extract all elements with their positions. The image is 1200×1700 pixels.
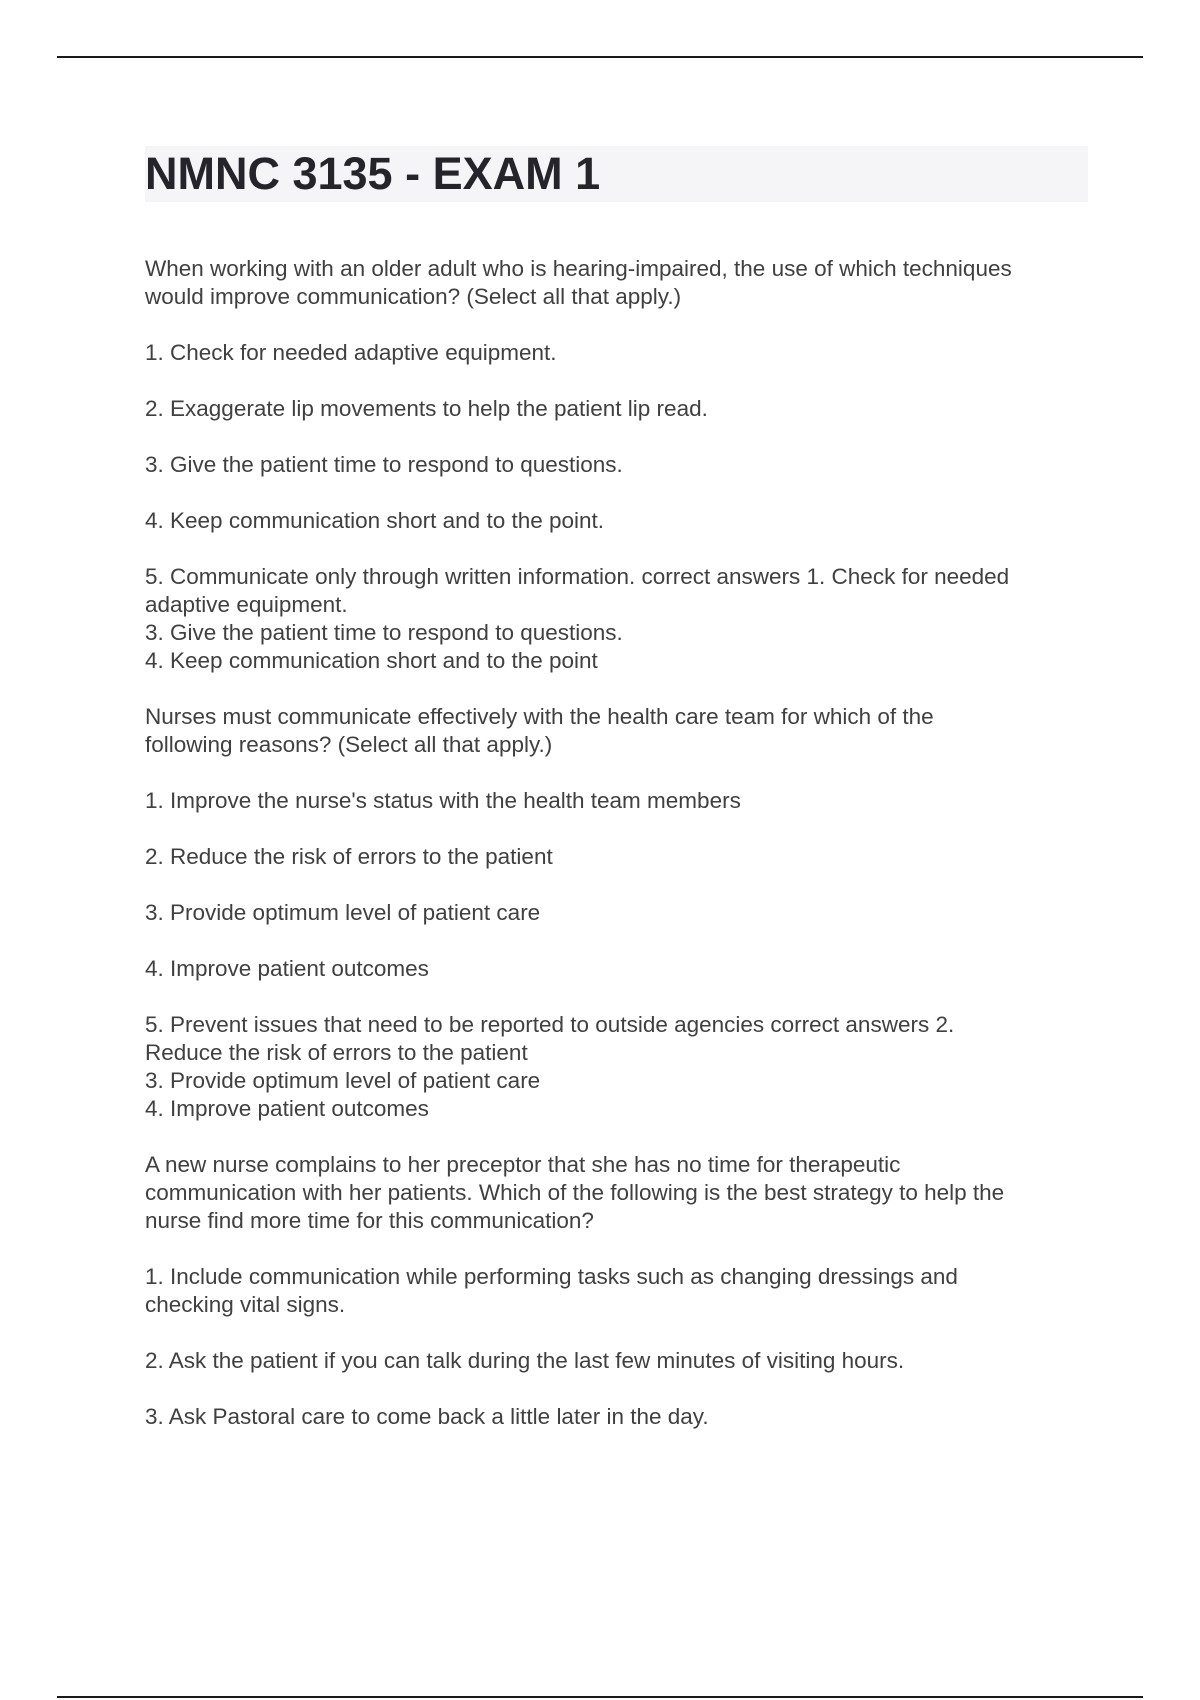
document-body — [145, 255, 1090, 1459]
question-3-stem: A new nurse complains to her preceptor that she has no time for therapeutic communication with her patients. Which of the following is the best strategy to help the nurse find more time for this communication? — [145, 1152, 1005, 1233]
question-2-option-5-and-answer: 5. Prevent issues that need to be reported to outside agencies correct answers 2. Reduce the risk of errors to the patient 3. Provide optimum level of patient care 4. Improve patient outcomes — [145, 1012, 955, 1121]
question-1-option-3: 3. Give the patient time to respond to questions. — [145, 452, 623, 477]
question-1-stem: When working with an older adult who is hearing-impaired, the use of which techniques would improve communication? (Select all that apply.) — [145, 256, 1012, 309]
question-1-option-1: 1. Check for needed adaptive equipment. — [145, 340, 557, 365]
question-1-option-2: 2. Exaggerate lip movements to help the patient lip read. — [145, 396, 708, 421]
question-3-option-3: 3. Ask Pastoral care to come back a little later in the day. — [145, 1404, 709, 1429]
question-2-option-1: 1. Improve the nurse's status with the health team members — [145, 788, 741, 813]
question-1-option-4: 4. Keep communication short and to the point. — [145, 508, 605, 533]
question-3-option-2: 2. Ask the patient if you can talk during the last few minutes of visiting hours. — [145, 1348, 905, 1373]
top-divider — [57, 56, 1143, 58]
question-2-option-4: 4. Improve patient outcomes — [145, 956, 429, 981]
bottom-divider — [57, 1696, 1143, 1698]
document-title: NMNC 3135 - EXAM 1 — [145, 148, 601, 199]
question-3-option-1: 1. Include communication while performing tasks such as changing dressings and checking vital signs. — [145, 1264, 958, 1317]
question-2-option-3: 3. Provide optimum level of patient care — [145, 900, 541, 925]
question-1-option-5-and-answer: 5. Communicate only through written information. correct answers 1. Check for needed adaptive equipment. 3. Give the patient time to respond to questions. 4. Keep communication short and to the point — [145, 564, 1010, 673]
question-2-stem: Nurses must communicate effectively with the health care team for which of the following reasons? (Select all that apply.) — [145, 704, 934, 757]
question-2-option-2: 2. Reduce the risk of errors to the patient — [145, 844, 553, 869]
